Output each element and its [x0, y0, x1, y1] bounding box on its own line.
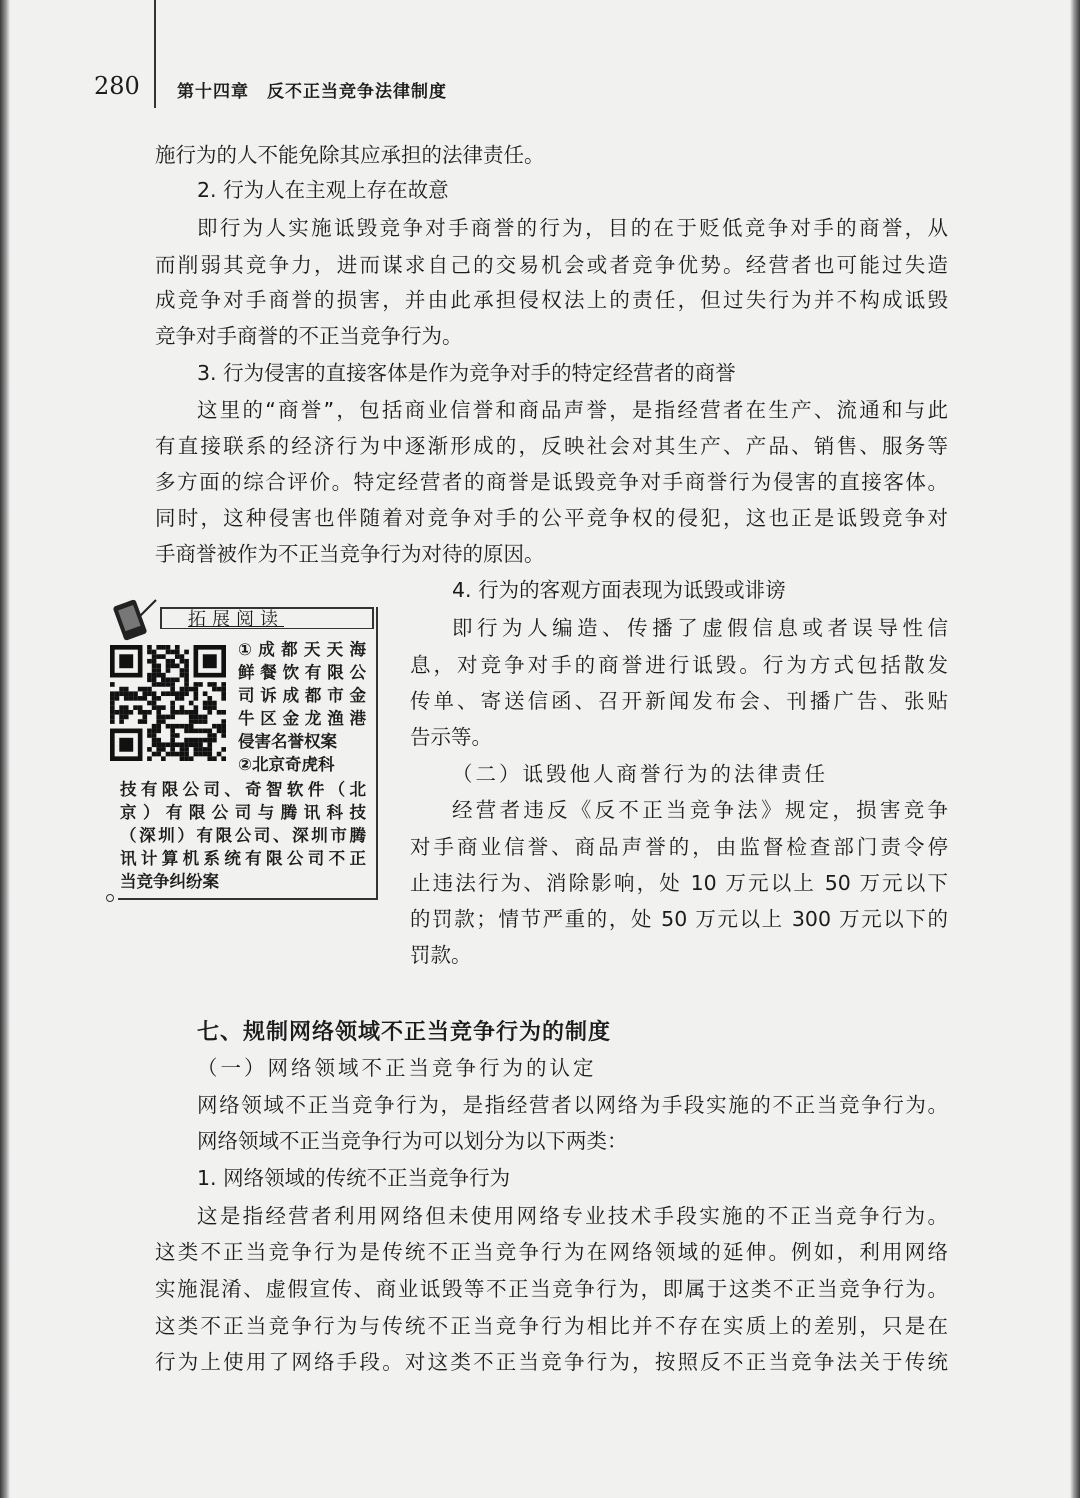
paragraph-line: 网络领域不正当竞争行为，是指经营者以网络为手段实施的不正当竞争行为。 — [197, 1093, 948, 1117]
section-title: 七、规制网络领域不正当竞争行为的制度 — [197, 1020, 612, 1045]
paragraph-line: 有直接联系的经济行为中逐渐形成的，反映社会对其生产、产品、销售、服务等 — [155, 434, 948, 458]
paragraph-line: 而削弱其竞争力，进而谋求自己的交易机会或者竞争优势。经营者也可能过失造 — [155, 253, 948, 277]
paragraph-line: 即行为人编造、传播了虚假信息或者误导性信 — [452, 616, 948, 640]
paragraph-line: 止违法行为、消除影响，处 10 万元以上 50 万元以下 — [410, 871, 948, 895]
paragraph-line: 多方面的综合评价。特定经营者的商誉是诋毁竞争对手商誉行为侵害的直接客体。 — [155, 470, 948, 494]
sidebar-line: 司诉成都市金 — [238, 686, 366, 705]
sidebar-line: ①成都天天海 — [238, 640, 366, 659]
paragraph-line: 罚款。 — [410, 943, 472, 967]
subheading: （一）网络领域不正当竞争行为的认定 — [197, 1056, 597, 1080]
sidebar-line: 鲜餐饮有限公 — [238, 663, 366, 682]
paragraph-line: 对手商业信誉、商品声誉的，由监督检查部门责令停 — [410, 835, 948, 859]
paragraph-line: 即行为人实施诋毁竞争对手商誉的行为，目的在于贬低竞争对手的商誉，从 — [197, 216, 948, 240]
sidebar-line: 技有限公司、奇智软件（北 — [120, 780, 366, 799]
sidebar-line: 当竞争纠纷案 — [120, 872, 219, 891]
sidebar-line: 侵害名誉权案 — [238, 732, 337, 751]
header-divider — [154, 0, 156, 108]
paragraph-line: 同时，这种侵害也伴随着对竞争对手的公平竞争权的侵犯，这也正是诋毁竞争对 — [155, 506, 948, 530]
paragraph-line: 成竞争对手商誉的损害，并由此承担侵权法上的责任，但过失行为并不构成诋毁 — [155, 288, 948, 312]
paragraph-line: 这是指经营者利用网络但未使用网络专业技术手段实施的不正当竞争行为。 — [197, 1204, 948, 1228]
paragraph-line: 这类不正当竞争行为与传统不正当竞争行为相比并不存在实质上的差别，只是在 — [155, 1314, 948, 1338]
paragraph-line: 息，对竞争对手的商誉进行诋毁。行为方式包括散发 — [410, 653, 948, 677]
paragraph-line: 施行为的人不能免除其应承担的法律责任。 — [155, 143, 545, 167]
paragraph-line: 的罚款；情节严重的，处 50 万元以上 300 万元以下的 — [410, 907, 948, 931]
paragraph-line: 行为上使用了网络手段。对这类不正当竞争行为，按照反不正当竞争法关于传统 — [155, 1350, 948, 1374]
extended-reading-title: 拓展阅读 — [160, 607, 374, 629]
scan-edge-right — [1070, 0, 1080, 1498]
sidebar-line: （深圳）有限公司、深圳市腾 — [120, 826, 366, 845]
sidebar-line: 讯计算机系统有限公司不正 — [120, 849, 366, 868]
chapter-title: 第十四章 反不正当竞争法律制度 — [177, 82, 447, 102]
paragraph-line: 这里的“商誉”，包括商业信誉和商品声誉，是指经营者在生产、流通和与此 — [197, 398, 948, 422]
subheading: 1. 网络领域的传统不正当竞争行为 — [197, 1166, 511, 1190]
page-number: 280 — [94, 72, 140, 100]
paragraph-line: 实施混淆、虚假宣传、商业诋毁等不正当竞争行为，即属于这类不正当竞争行为。 — [155, 1277, 948, 1301]
paragraph-line: 这类不正当竞争行为是传统不正当竞争行为在网络领域的延伸。例如，利用网络 — [155, 1240, 948, 1264]
paragraph-line: 竞争对手商誉的不正当竞争行为。 — [155, 324, 463, 348]
paragraph-line: 网络领域不正当竞争行为可以划分为以下两类： — [197, 1129, 628, 1153]
subheading: 2. 行为人在主观上存在故意 — [197, 178, 449, 202]
phone-icon — [112, 596, 158, 642]
sidebar-line: ②北京奇虎科 — [238, 755, 335, 774]
qr-code[interactable] — [108, 645, 228, 761]
subheading: （二）诋毁他人商誉行为的法律责任 — [452, 762, 828, 786]
paragraph-line: 手商誉被作为不正当竞争行为对待的原因。 — [155, 542, 545, 566]
paragraph-line: 告示等。 — [410, 725, 492, 749]
subheading: 4. 行为的客观方面表现为诋毁或诽谤 — [452, 578, 786, 602]
sidebar-line: 牛区金龙渔港 — [238, 709, 366, 728]
box-corner-dot — [106, 894, 114, 902]
paragraph-line: 传单、寄送信函、召开新闻发布会、刊播广告、张贴 — [410, 689, 948, 713]
scan-edge-left — [0, 0, 10, 1498]
subheading: 3. 行为侵害的直接客体是作为竞争对手的特定经营者的商誉 — [197, 361, 736, 385]
paragraph-line: 经营者违反《反不正当竞争法》规定，损害竞争 — [452, 798, 948, 822]
sidebar-line: 京）有限公司与腾讯科技 — [120, 803, 366, 822]
